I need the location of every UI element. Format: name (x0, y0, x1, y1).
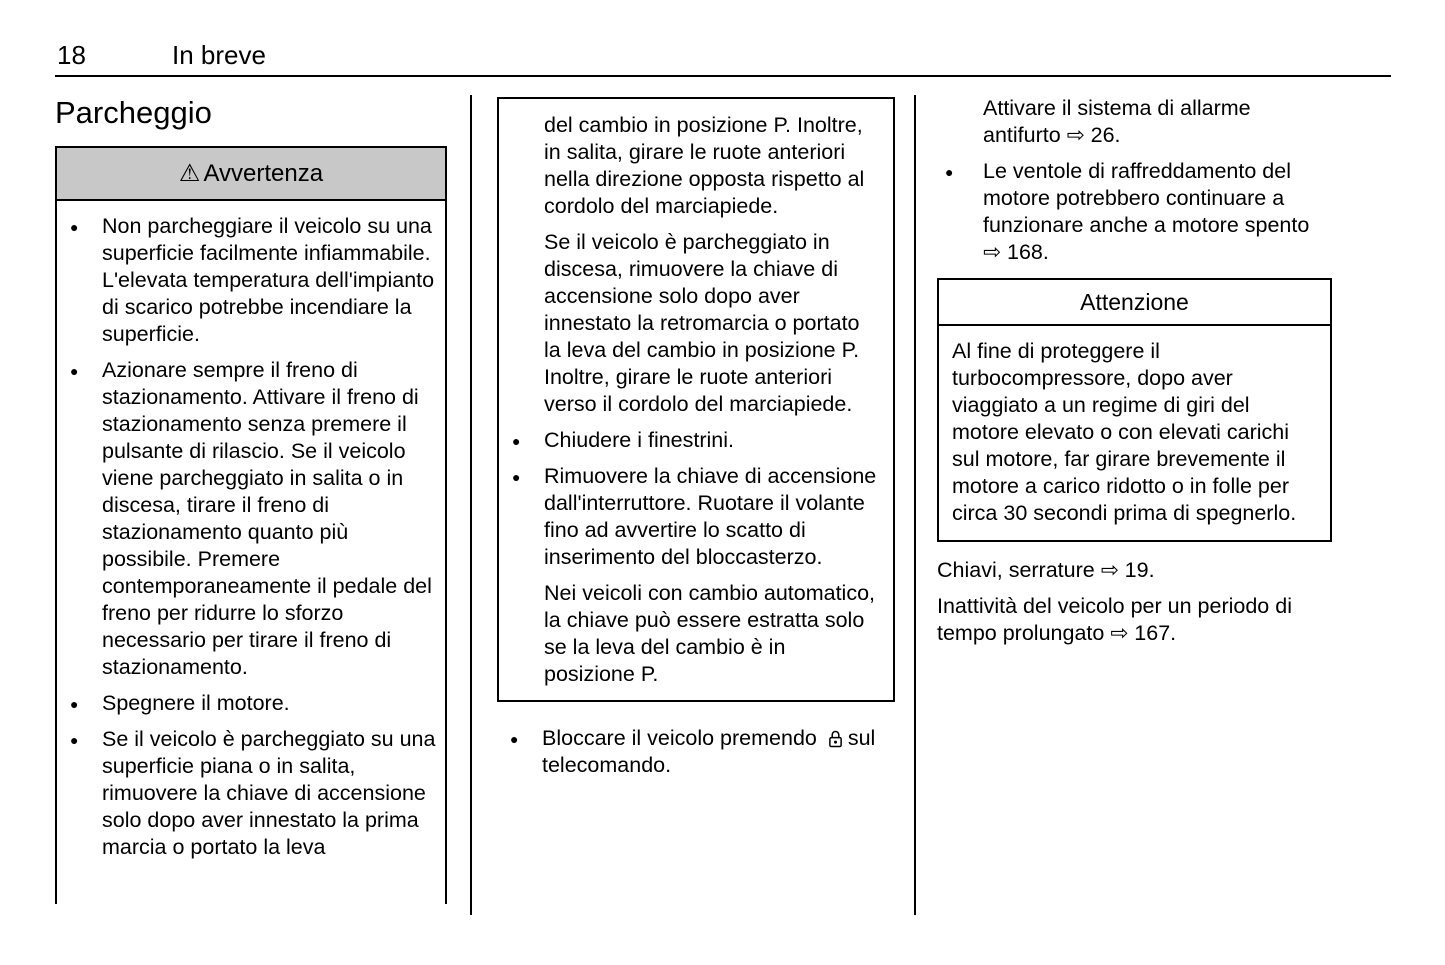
list-item (57, 726, 437, 861)
lock-bullet-text-before: Bloccare il veicolo premendo (542, 726, 823, 750)
bullet-marker: ● (70, 732, 79, 748)
list-item (497, 725, 895, 779)
bullet-marker: ● (70, 363, 79, 379)
bullet-marker: ● (945, 164, 954, 180)
caution-box-body: Al fine di proteggere il turbocompressore, dopo aver viaggiato a un regime di giri del motore elevato o con elevati carichi sul motore, far girare brevemente il motore a carico ridotto o in folle per circa 30 secondi prima di spegnerlo. (952, 339, 1297, 525)
cross-reference: Inattività del veicolo per un periodo di tempo prolungato ⇨ 167. (937, 594, 1292, 645)
list-item (499, 427, 877, 454)
chapter-title: In breve (172, 40, 266, 70)
warning-box (55, 146, 447, 904)
continuation-text: Attivare il sistema di allarme antifurto ⇨ 26. (983, 96, 1251, 147)
caution-box (937, 278, 1332, 542)
caution-box-title: Attenzione (939, 280, 1330, 326)
column-divider (470, 95, 472, 915)
column-divider (914, 95, 916, 915)
cross-reference: Chiavi, serrature ⇨ 19. (937, 558, 1155, 582)
list-item (937, 158, 1332, 266)
warning-box-continued (497, 97, 895, 702)
warning-paragraph: Se il veicolo è parcheggiato in discesa, rimuovere la chiave di accensione solo dopo aver innestato la retromarcia o portato la leva del cambio in posizione P. Inoltre, girare le ruote anteriori verso il cordolo del marciapiede. (544, 230, 860, 416)
bullet-marker: ● (70, 696, 79, 712)
warning-box-title: Avvertenza (203, 160, 324, 187)
right-column (937, 95, 1332, 647)
warning-box-header (57, 148, 445, 201)
bullet-marker: ● (512, 433, 521, 449)
warning-paragraph: del cambio in posizione P. Inoltre, in salita, girare le ruote anteriori nella direzione opposta rispetto al cordolo del marciapiede. (544, 113, 865, 218)
list-item-text (542, 726, 875, 777)
lock-bullet-text-after: sul telecomando. (542, 726, 876, 777)
left-column (55, 95, 447, 904)
bullet-marker: ● (70, 219, 79, 235)
warning-triangle-icon: ⚠ (178, 160, 201, 187)
list-item (57, 690, 437, 717)
section-heading: Parcheggio (55, 95, 212, 130)
bullet-marker: ● (512, 469, 521, 485)
list-item-text: Azionare sempre il freno di stazionamento. Attivare il freno di stazionamento senza premere il pulsante di rilascio. Se il veicolo viene parcheggiato in salita o in discesa, tirare il freno di stazionamento quanto più possibile. Premere contemporaneamente il pedale del freno per ridurre lo sforzo necessario per tirare il freno di stazionamento. (102, 358, 432, 679)
warning-paragraph: Nei veicoli con cambio automatico, la chiave può essere estratta solo se la leva del cambio è in posizione P. (544, 581, 876, 686)
list-item (499, 463, 877, 571)
list-item (57, 357, 437, 681)
remote-lock-icon (828, 729, 843, 748)
middle-column (497, 95, 895, 788)
warning-box-body (57, 201, 445, 861)
list-item-text: Chiudere i finestrini. (544, 428, 735, 452)
list-item-text: Spegnere il motore. (102, 691, 290, 715)
header-rule (55, 75, 1391, 77)
bullet-marker: ● (510, 731, 519, 747)
page-number: 18 (57, 40, 86, 70)
list-item-text: Le ventole di raffreddamento del motore potrebbero continuare a funzionare anche a motore spento ⇨ 168. (983, 159, 1310, 264)
list-item-text: Se il veicolo è parcheggiato su una superficie piana o in salita, rimuovere la chiave di accensione solo dopo aver innestato la prima marcia o portato la leva (102, 727, 436, 859)
list-item (57, 213, 437, 348)
list-item-text: Rimuovere la chiave di accensione dall'interruttore. Ruotare il volante fino ad avvertire lo scatto di inserimento del bloccasterzo. (544, 464, 877, 569)
list-item-text: Non parcheggiare il veicolo su una superficie facilmente infiammabile. L'elevata temperatura dell'impianto di scarico potrebbe incendiare la superficie. (102, 214, 435, 346)
